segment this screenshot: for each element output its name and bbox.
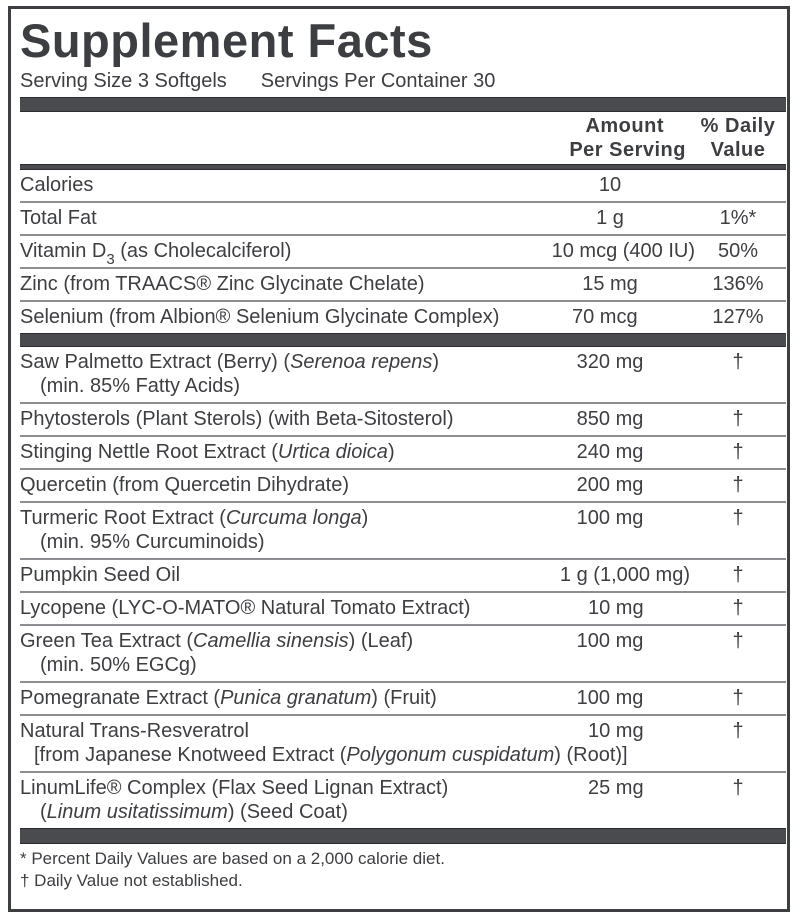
table-row xyxy=(20,302,786,333)
latin-name: Punica granatum xyxy=(220,687,372,709)
nutrient-amount: 10 xyxy=(598,174,622,196)
table-row xyxy=(20,347,786,404)
servings-per-container: Servings Per Container 30 xyxy=(260,70,496,92)
table-header xyxy=(20,112,786,164)
ingredient-amount: 240 mg xyxy=(576,441,644,463)
name-part: ) (Leaf) xyxy=(348,630,414,652)
header-dv-line1: % Daily xyxy=(700,115,776,137)
ingredient-name: Phytosterols (Plant Sterols) (with Beta-Sitosterol) xyxy=(20,408,454,430)
table-row xyxy=(20,683,786,716)
name-part: Green Tea Extract ( xyxy=(20,630,194,652)
ingredient-dv: † xyxy=(732,564,744,586)
name-part: ) xyxy=(432,351,440,373)
serving-size: Serving Size 3 Softgels xyxy=(20,70,227,92)
table-row xyxy=(20,404,786,437)
ingredient-detail: (min. 85% Fatty Acids) xyxy=(40,375,241,397)
ingredient-amount: 10 mg xyxy=(588,720,644,742)
table-row xyxy=(20,470,786,503)
ingredient-dv: † xyxy=(732,687,744,709)
ingredient-name: Natural Trans-Resveratrol xyxy=(20,720,249,742)
thick-divider xyxy=(20,97,786,112)
ingredient-dv: † xyxy=(732,720,744,742)
table-row xyxy=(20,170,786,203)
table-row xyxy=(20,503,786,560)
name-part: Saw Palmetto Extract (Berry) ( xyxy=(20,351,291,373)
nutrient-name: Total Fat xyxy=(20,207,97,229)
name-part: Stinging Nettle Root Extract ( xyxy=(20,441,278,463)
thick-divider xyxy=(20,333,786,347)
latin-name: Curcuma longa xyxy=(225,507,362,529)
name-part: Turmeric Root Extract ( xyxy=(20,507,226,529)
table-row xyxy=(20,560,786,593)
footnotes xyxy=(20,844,786,892)
ingredient-dv: † xyxy=(732,597,744,619)
detail-part: ) (Root)] xyxy=(554,744,628,766)
table-row xyxy=(20,716,786,773)
nutrient-amount: 15 mg xyxy=(582,273,638,295)
name-part: (as Cholecalciferol) xyxy=(114,240,292,262)
table-row xyxy=(20,269,786,302)
ingredient-dv: † xyxy=(732,630,744,652)
ingredient-amount: 100 mg xyxy=(576,687,644,709)
detail-part: ) (Seed Coat) xyxy=(227,801,348,823)
nutrient-amount: 10 mcg (400 IU) xyxy=(551,240,695,262)
header-amount-line2: Per Serving xyxy=(569,139,686,161)
table-row xyxy=(20,236,786,269)
nutrient-amount: 70 mcg xyxy=(572,306,638,328)
ingredient-name: Lycopene (LYC-O-MATO® Natural Tomato Extract) xyxy=(20,597,471,619)
panel-content xyxy=(20,9,786,892)
nutrient-name: Calories xyxy=(20,174,94,196)
ingredient-amount: 850 mg xyxy=(576,408,644,430)
ingredient-detail: (min. 95% Curcuminoids) xyxy=(40,531,265,553)
ingredient-dv: † xyxy=(732,474,744,496)
nutrient-dv: 136% xyxy=(712,273,764,295)
ingredient-dv: † xyxy=(732,441,744,463)
ingredient-name: LinumLife® Complex (Flax Seed Lignan Extract) xyxy=(20,777,449,799)
ingredient-detail: (min. 50% EGCg) xyxy=(40,654,197,676)
table-row xyxy=(20,773,786,828)
table-row xyxy=(20,203,786,236)
latin-name: Urtica dioica xyxy=(277,441,388,463)
ingredient-detail xyxy=(20,800,786,824)
ingredient-dv: † xyxy=(732,408,744,430)
name-part: Vitamin D xyxy=(20,240,107,262)
ingredient-name: Pumpkin Seed Oil xyxy=(20,564,181,586)
daily-value-header xyxy=(690,114,786,162)
footnote-not-established: † Daily Value not established. xyxy=(20,871,243,890)
ingredient-dv: † xyxy=(732,351,744,373)
ingredient-amount: 100 mg xyxy=(576,630,644,652)
table-row xyxy=(20,437,786,470)
ingredient-name: Quercetin (from Quercetin Dihydrate) xyxy=(20,474,350,496)
header-dv-line2: Value xyxy=(710,139,766,161)
ingredient-dv: † xyxy=(732,507,744,529)
ingredient-detail xyxy=(20,743,786,767)
footnote-daily-values: * Percent Daily Values are based on a 2,000 calorie diet. xyxy=(20,849,445,868)
nutrient-dv: 127% xyxy=(712,306,764,328)
panel-title: Supplement Facts xyxy=(20,14,433,67)
detail-part: ( xyxy=(40,801,47,823)
ingredient-amount: 10 mg xyxy=(588,597,644,619)
nutrient-dv: 50% xyxy=(717,240,759,262)
nutrient-name: Zinc (from TRAACS® Zinc Glycinate Chelate) xyxy=(20,273,425,295)
table-row xyxy=(20,626,786,683)
detail-part: [from Japanese Knotweed Extract ( xyxy=(34,744,347,766)
header-amount-line1: Amount xyxy=(585,115,664,137)
name-part: ) (Fruit) xyxy=(371,687,437,709)
ingredient-dv: † xyxy=(732,777,744,799)
nutrient-dv: 1%* xyxy=(719,207,757,229)
nutrient-name: Selenium (from Albion® Selenium Glycinate Complex) xyxy=(20,306,500,328)
ingredient-amount: 1 g (1,000 mg) xyxy=(559,564,690,586)
ingredient-amount: 320 mg xyxy=(576,351,644,373)
ingredient-amount: 100 mg xyxy=(576,507,644,529)
latin-name: Camellia sinensis xyxy=(193,630,349,652)
amount-per-serving-header xyxy=(520,114,690,162)
name-part: ) xyxy=(361,507,369,529)
latin-name: Polygonum cuspidatum xyxy=(346,744,555,766)
serving-info xyxy=(20,69,786,93)
thick-divider xyxy=(20,828,786,844)
ingredient-amount: 25 mg xyxy=(588,777,644,799)
ingredient-amount: 200 mg xyxy=(576,474,644,496)
name-part: Pomegranate Extract ( xyxy=(20,687,221,709)
name-part: ) xyxy=(387,441,395,463)
latin-name: Linum usitatissimum xyxy=(46,801,228,823)
supplement-facts-panel xyxy=(8,6,790,912)
nutrient-amount: 1 g xyxy=(596,207,624,229)
table-row xyxy=(20,593,786,626)
subscript: 3 xyxy=(106,251,115,268)
latin-name: Serenoa repens xyxy=(290,351,433,373)
